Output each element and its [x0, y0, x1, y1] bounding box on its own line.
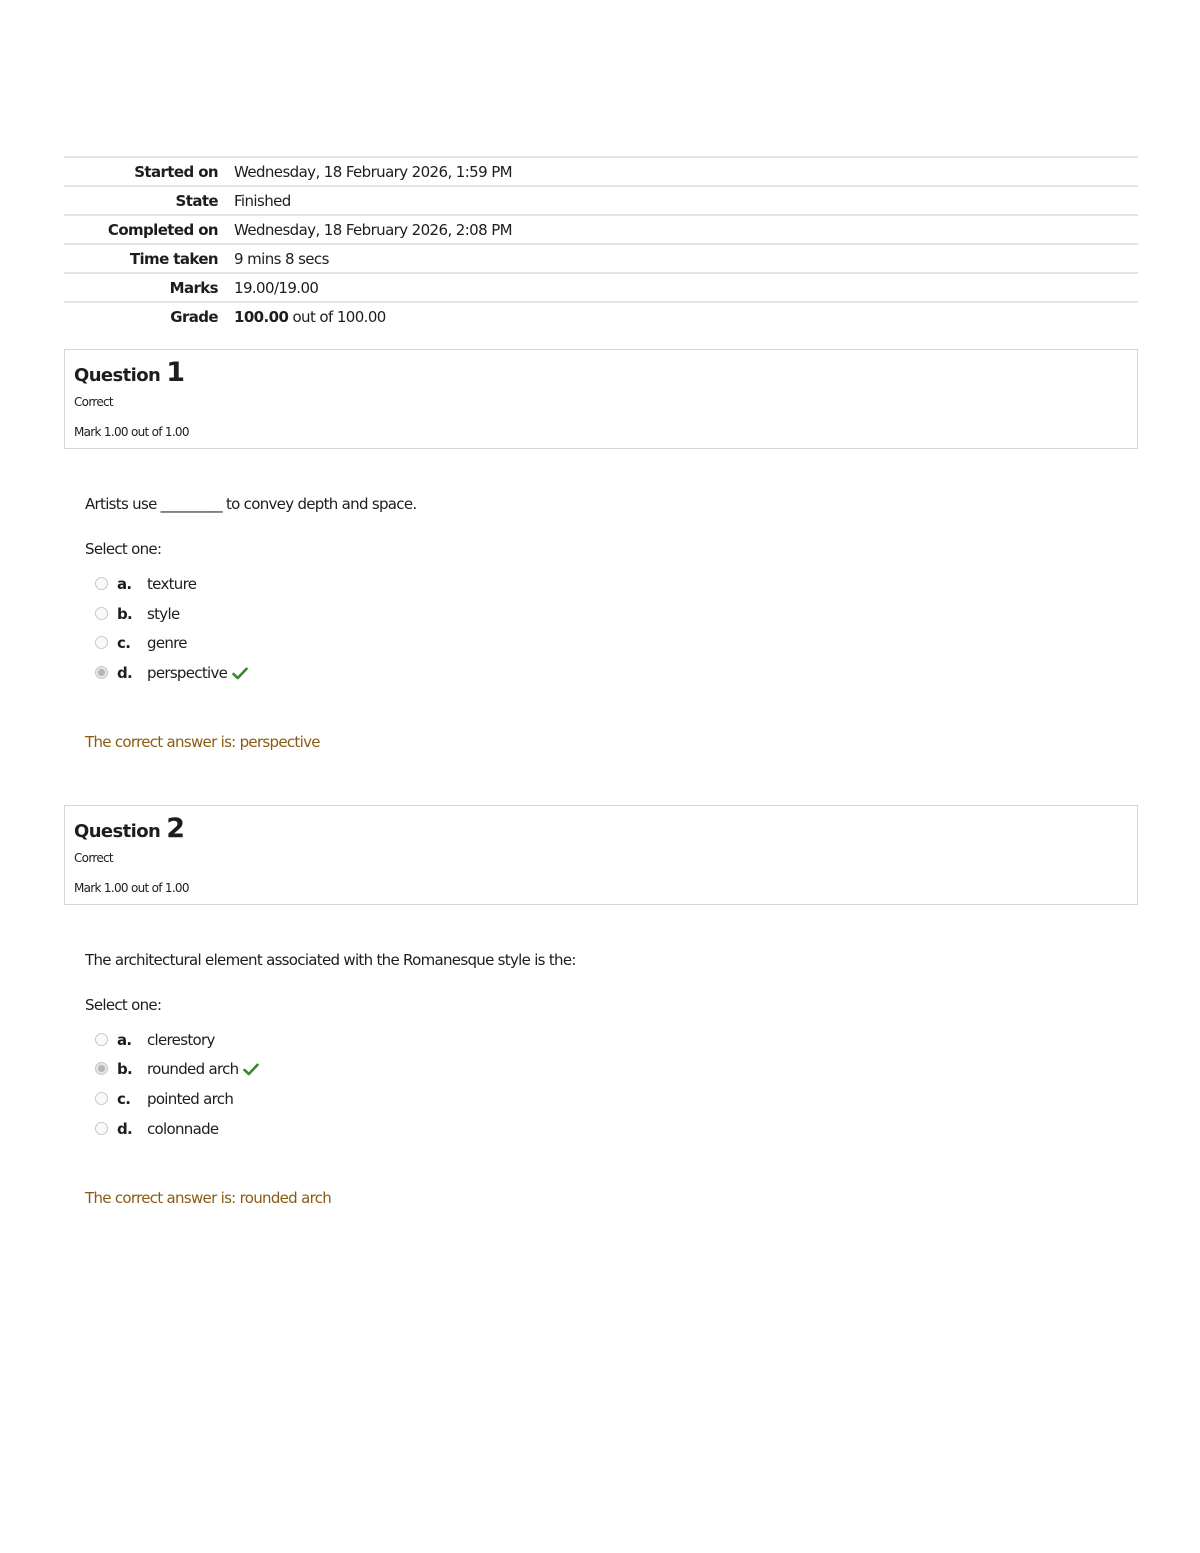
radio-button-selected[interactable]	[95, 1062, 108, 1075]
answer-option-c[interactable]	[85, 633, 1138, 653]
question-2	[64, 805, 1138, 1208]
summary-label: Marks	[169, 279, 218, 297]
answer-option-d[interactable]	[85, 1119, 1138, 1139]
option-letter: b.	[117, 604, 133, 623]
option-letter: a.	[117, 1030, 132, 1049]
answer-options	[85, 1030, 1138, 1139]
radio-button[interactable]	[95, 636, 108, 649]
radio-button[interactable]	[95, 1033, 108, 1046]
summary-value: Finished	[234, 192, 291, 210]
question-1	[64, 349, 1138, 752]
summary-row-state	[64, 186, 1138, 215]
summary-label: Grade	[170, 308, 218, 326]
question-state: Correct	[74, 395, 113, 409]
check-icon	[232, 667, 248, 680]
option-letter: c.	[117, 634, 131, 653]
option-letter: d.	[117, 1119, 133, 1138]
option-text-wrap	[147, 1059, 259, 1079]
radio-button[interactable]	[95, 1092, 108, 1105]
summary-value: Wednesday, 18 February 2026, 2:08 PM	[234, 221, 513, 239]
summary-label: Started on	[134, 163, 218, 181]
summary-label: Time taken	[129, 250, 218, 268]
summary-label: Completed on	[107, 221, 218, 239]
question-info-box	[64, 805, 1138, 905]
question-title-label: Question	[74, 365, 161, 386]
select-prompt: Select one:	[85, 995, 162, 1014]
answer-option-a[interactable]	[85, 574, 1138, 594]
option-text: genre	[147, 634, 187, 653]
question-number: 1	[166, 357, 185, 388]
answer-option-a[interactable]	[85, 1030, 1138, 1050]
question-mark: Mark 1.00 out of 1.00	[74, 880, 189, 895]
question-mark: Mark 1.00 out of 1.00	[74, 425, 189, 439]
answer-option-b[interactable]	[85, 1059, 1138, 1079]
option-text: rounded arch	[147, 1060, 239, 1079]
option-letter: b.	[117, 1060, 133, 1079]
select-prompt: Select one:	[85, 540, 162, 558]
summary-row-completed	[64, 215, 1138, 244]
summary-value	[234, 302, 1138, 330]
grade-out-of: out of 100.00	[288, 308, 386, 326]
summary-value: Wednesday, 18 February 2026, 1:59 PM	[234, 163, 513, 181]
radio-button[interactable]	[95, 577, 108, 590]
question-title	[74, 814, 1128, 844]
option-text: style	[147, 604, 180, 623]
option-text: clerestory	[147, 1030, 215, 1049]
summary-value: 19.00/19.00	[234, 279, 319, 297]
summary-label: State	[175, 192, 218, 210]
option-text: pointed arch	[147, 1089, 234, 1108]
quiz-review-page	[64, 156, 1138, 1208]
radio-button[interactable]	[95, 1122, 108, 1135]
answer-option-d[interactable]	[85, 663, 1138, 683]
summary-row-marks	[64, 273, 1138, 302]
option-letter: c.	[117, 1089, 131, 1108]
question-text: The architectural element associated with the Romanesque style is the:	[85, 950, 576, 969]
question-content	[85, 494, 1138, 752]
option-letter: a.	[117, 575, 132, 593]
answer-options	[85, 574, 1138, 683]
question-text: Artists use _________ to convey depth and space.	[85, 495, 417, 513]
grade-value: 100.00	[234, 308, 289, 326]
summary-row-grade	[64, 302, 1138, 330]
correct-answer-feedback: The correct answer is: perspective	[85, 732, 320, 751]
summary-value: 9 mins 8 secs	[234, 250, 329, 268]
correct-answer-feedback: The correct answer is: rounded arch	[85, 1188, 332, 1207]
question-state: Correct	[74, 850, 113, 865]
option-text: colonnade	[147, 1119, 219, 1138]
summary-row-started	[64, 157, 1138, 186]
question-content	[85, 950, 1138, 1208]
radio-button[interactable]	[95, 607, 108, 620]
question-title-label: Question	[74, 820, 161, 842]
question-title	[74, 358, 1128, 388]
option-text-wrap	[147, 663, 248, 683]
attempt-summary-table	[64, 156, 1138, 330]
option-text: texture	[147, 575, 197, 593]
question-info-box	[64, 349, 1138, 449]
option-letter: d.	[117, 663, 133, 682]
question-number: 2	[166, 812, 185, 844]
answer-option-b[interactable]	[85, 604, 1138, 624]
radio-button-selected[interactable]	[95, 666, 108, 679]
summary-row-time	[64, 244, 1138, 273]
check-icon	[243, 1063, 259, 1076]
answer-option-c[interactable]	[85, 1089, 1138, 1109]
option-text: perspective	[147, 663, 228, 682]
